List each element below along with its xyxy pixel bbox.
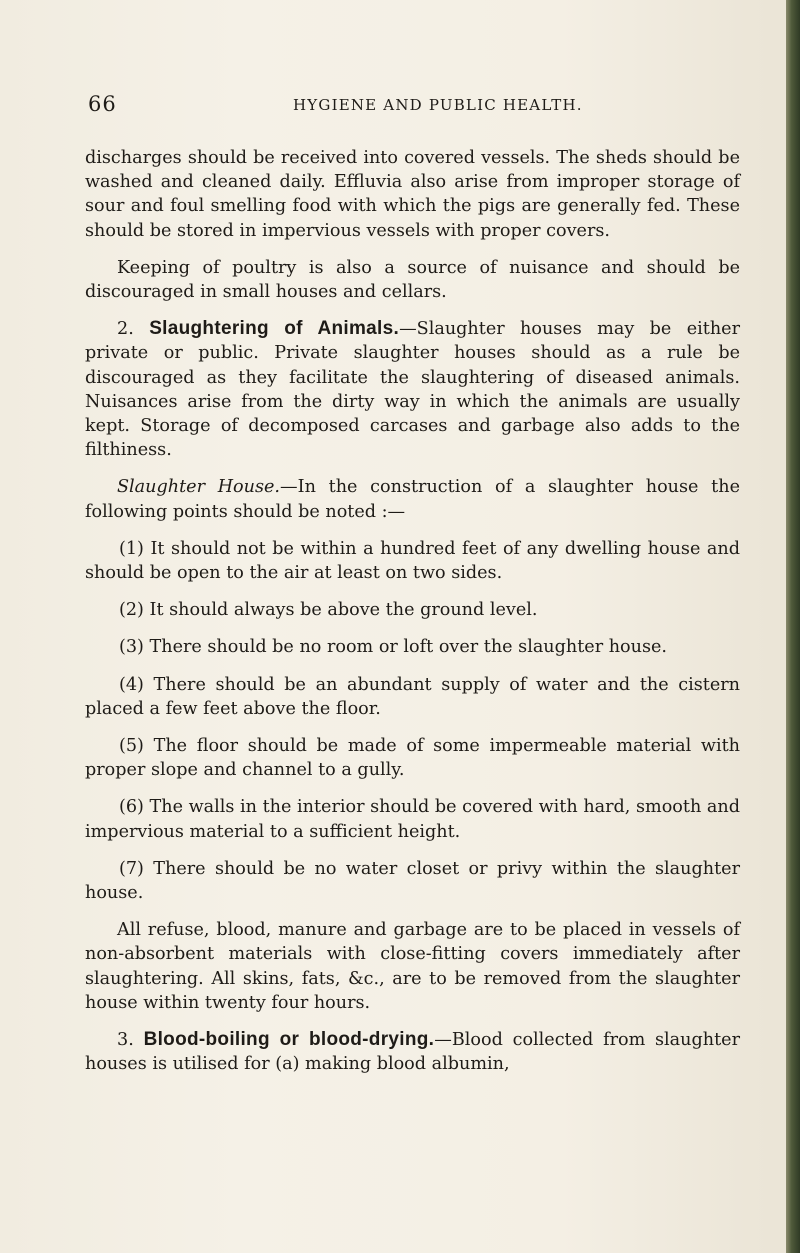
section-slaughtering bbox=[85, 317, 740, 462]
list-item-point-1: (1) It should not be within a hundred feet of any dwelling house and should be open to the air at least on two sides. bbox=[85, 538, 740, 584]
body-text bbox=[85, 146, 740, 1090]
section-number: 2. bbox=[117, 319, 134, 340]
section-blood-boiling bbox=[85, 1028, 740, 1076]
list-item-point-4: (4) There should be an abundant supply of water and the cistern placed a few feet above the floor. bbox=[85, 674, 740, 719]
list-item-point-5: (5) The floor should be made of some impermeable material with proper slope and channel to a gully. bbox=[85, 736, 740, 781]
page-header bbox=[0, 92, 800, 116]
paragraph-refuse: All refuse, blood, manure and garbage are to be placed in vessels of non-absorbent materials with close-fitting covers immediately after slaughtering. All skins, fats, &c., are to be removed from the slaughter house within twenty four hours. bbox=[85, 920, 740, 1013]
running-title: HYGIENE AND PUBLIC HEALTH. bbox=[293, 96, 583, 114]
section-heading: Blood-boiling or blood-drying. bbox=[143, 1029, 435, 1051]
section-text: —Blood collected from slaughter houses is utilised for (a) making blood albumin, bbox=[85, 1030, 740, 1075]
paragraph-pig-sheds: discharges should be received into covered vessels. The sheds should be washed and cleaned daily. Effluvia also arise from improper storage of sour and foul smelling food with which the pigs are generally fed. These should be stored in impervious vessels with proper covers. bbox=[85, 148, 740, 241]
paragraph-poultry: Keeping of poultry is also a source of nuisance and should be discouraged in small houses and cellars. bbox=[85, 257, 740, 303]
list-item-point-6: (6) The walls in the interior should be covered with hard, smooth and impervious material to a sufficient height. bbox=[85, 797, 740, 842]
section-number: 3. bbox=[117, 1030, 134, 1051]
subheading-text: —In the construction of a slaughter house the following points should be noted :— bbox=[85, 477, 740, 522]
section-text: —Slaughter houses may be either private or public. Private slaughter houses should as a rule be discouraged as they facilitate the slaughtering of diseased animals. Nuisances arise from the dirty way in which the animals are usually kept. Storage of decomposed carcases and garbage also adds to the filthiness. bbox=[85, 319, 740, 461]
section-heading: Slaughtering of Animals. bbox=[149, 318, 400, 340]
list-item-point-2: (2) It should always be above the ground level. bbox=[119, 600, 538, 621]
list-item-point-7: (7) There should be no water closet or privy within the slaughter house. bbox=[85, 858, 740, 904]
list-item-point-3: (3) There should be no room or loft over the slaughter house. bbox=[119, 637, 668, 658]
subheading-slaughter-house: Slaughter House. bbox=[117, 477, 281, 498]
book-spine-edge bbox=[786, 0, 800, 1253]
paragraph-slaughter-house bbox=[85, 475, 740, 523]
page-number: 66 bbox=[88, 92, 117, 116]
